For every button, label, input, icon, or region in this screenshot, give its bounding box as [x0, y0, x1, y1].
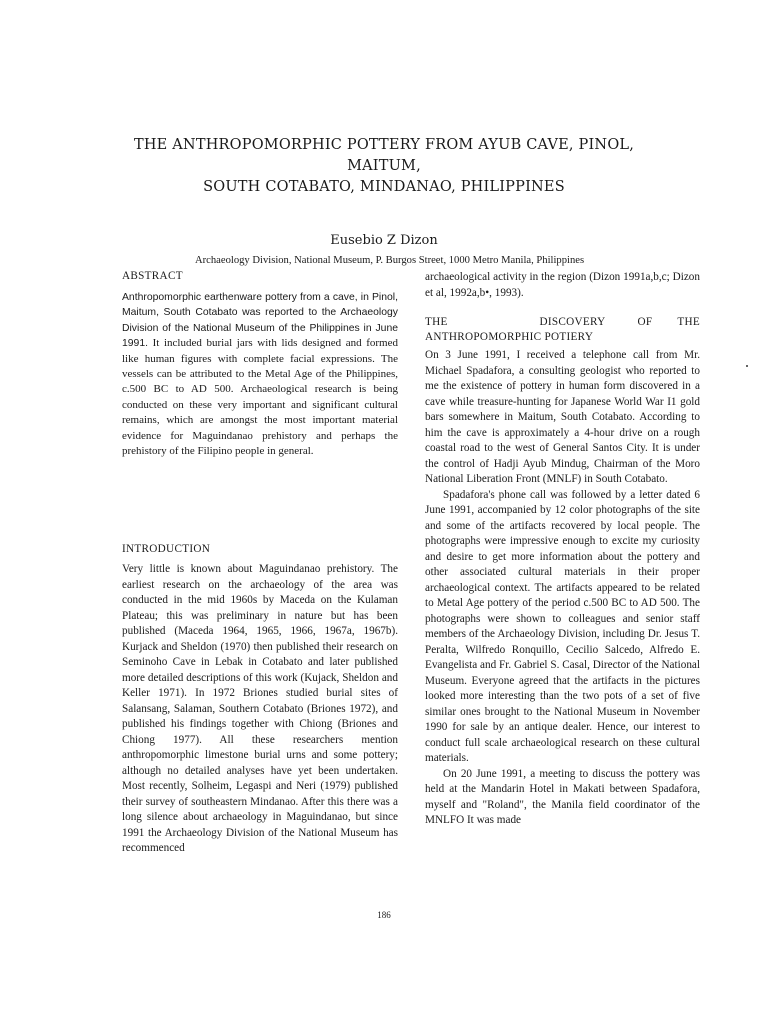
- abstract-text-part2: It included burial jars with lids designed and formed like human figures with complete facial expressions. The vessels can be attributed to the Metal Age of the Philippines, c.500 BC to AD 500. Archaeological research is being conducted on these very important and significant cultural remains, which are amongst the most important material evidence for Maguindanao prehistory and perhaps the prehistory of the Filipino people in general.: [122, 337, 398, 458]
- title-line-1: THE ANTHROPOMORPHIC POTTERY FROM AYUB CAVE, PINOL, MAITUM,: [133, 137, 635, 174]
- introduction-body: [122, 562, 398, 857]
- discovery-heading-line-2: ANTHROPOMORPHIC POTIERY: [425, 330, 594, 343]
- continuation-paragraph: archaeological activity in the region (Dizon 1991a,b,c; Dizon et al, 1992a,b•, 1993).: [425, 271, 700, 299]
- discovery-heading-word: THE: [677, 316, 700, 328]
- discovery-paragraph-2: Spadafora's phone call was followed by a letter dated 6 June 1991, accompanied by 12 color photographs of the site and some of the artifacts recovered by local people. The photographs were impressive enough to excite my curiosity and desire to get more information about the pottery and other associated cultural materials in their proper archaeological context. The artifacts appeared to be related to Metal Age pottery of the period c.500 BC to AD 500. The photographs were shown to colleagues and senior staff members of the Archaeology Division, including Dr. Jesus T. Peralta, Wilfredo Ronquillo, Cecilio Salcedo, Alfredo E. Evangelista and Fr. Gabriel S. Casal, Director of the National Museum. Everyone agreed that the artifacts in the pictures looked more interesting than the two pots of a set of five similar ones brought to the National Museum in November 1990 for sale by an antique dealer. Hence, our interest to conduct full scale archaeological research on these cultural materials.: [425, 488, 700, 764]
- abstract-heading: ABSTRACT: [122, 270, 183, 282]
- abstract-text-part1: Anthropomorphic earthenware pottery from a cave, in Pinol, Maitum, South Cotabato was reported to the Archaeology Division of the National Museum of the Philippines in June 1991.: [122, 292, 398, 350]
- right-column-continuation: [425, 270, 700, 301]
- stray-mark: [746, 365, 748, 367]
- author-name: Eusebio Z Dizon: [330, 233, 438, 248]
- discovery-heading-word: DISCOVERY: [539, 316, 606, 328]
- discovery-body: [425, 348, 700, 829]
- title-line-2: SOUTH COTABATO, MINDANAO, PHILIPPINES: [203, 179, 565, 195]
- introduction-paragraph: Very little is known about Maguindanao prehistory. The earliest research on the archaeology of the area was conducted in the mid 1960s by Maceda on the Kulaman Plateau; this was preliminary in nature but has been published (Maceda 1964, 1965, 1966, 1967a, 1967b). Kurjack and Sheldon (1970) then published their research on Seminoho Cave in Lebak in Cotabato and later published more detailed descriptions of this work (Kujack, Sheldon and Keller 1971). In 1972 Briones studied burial sites of Salansang, Salaman, Southern Cotabato (Briones 1972), and published his findings together with Chiong (Briones and Chiong 1977). All these researchers mention anthropomorphic limestone burial urns and some pottery; although no detailed analyses have yet been undertaken. Most recently, Solheim, Legaspi and Neri (1979) published their survey of southeastern Mindanao. After this there was a long silence about archaeology in Maguindanao, but since 1991 the Archaeology Division of the National Museum has recommenced: [122, 563, 398, 854]
- author-affiliation: Archaeology Division, National Museum, P. Burgos Street, 1000 Metro Manila, Philippines: [195, 255, 585, 266]
- page-number: 186: [377, 910, 391, 920]
- discovery-heading-word: OF: [637, 316, 653, 328]
- paper-title: [100, 135, 668, 198]
- discovery-heading-word: THE: [425, 316, 448, 328]
- discovery-heading: [425, 315, 700, 344]
- discovery-paragraph-3: On 20 June 1991, a meeting to discuss the pottery was held at the Mandarin Hotel in Makati between Spadafora, myself and "Roland", the Manila field coordinator of the MNLFO It was made: [425, 767, 700, 826]
- discovery-paragraph-1: On 3 June 1991, I received a telephone call from Mr. Michael Spadafora, a consulting geologist who reported to me the existence of pottery in human form discovered in a cave while treasure-hunting for Japanese World War I1 gold bars somewhere in Maitum, South Cotabato. According to him the cave is approximately a 4-hour drive on a rough coastal road to the west of General Santos City. It is under the control of Hadji Ayub Mindug, Chairman of the Moro National Liberation Front (MNLF) in South Cotabato.: [425, 349, 700, 485]
- introduction-heading: INTRODUCTION: [122, 543, 211, 555]
- abstract-body: [122, 290, 398, 459]
